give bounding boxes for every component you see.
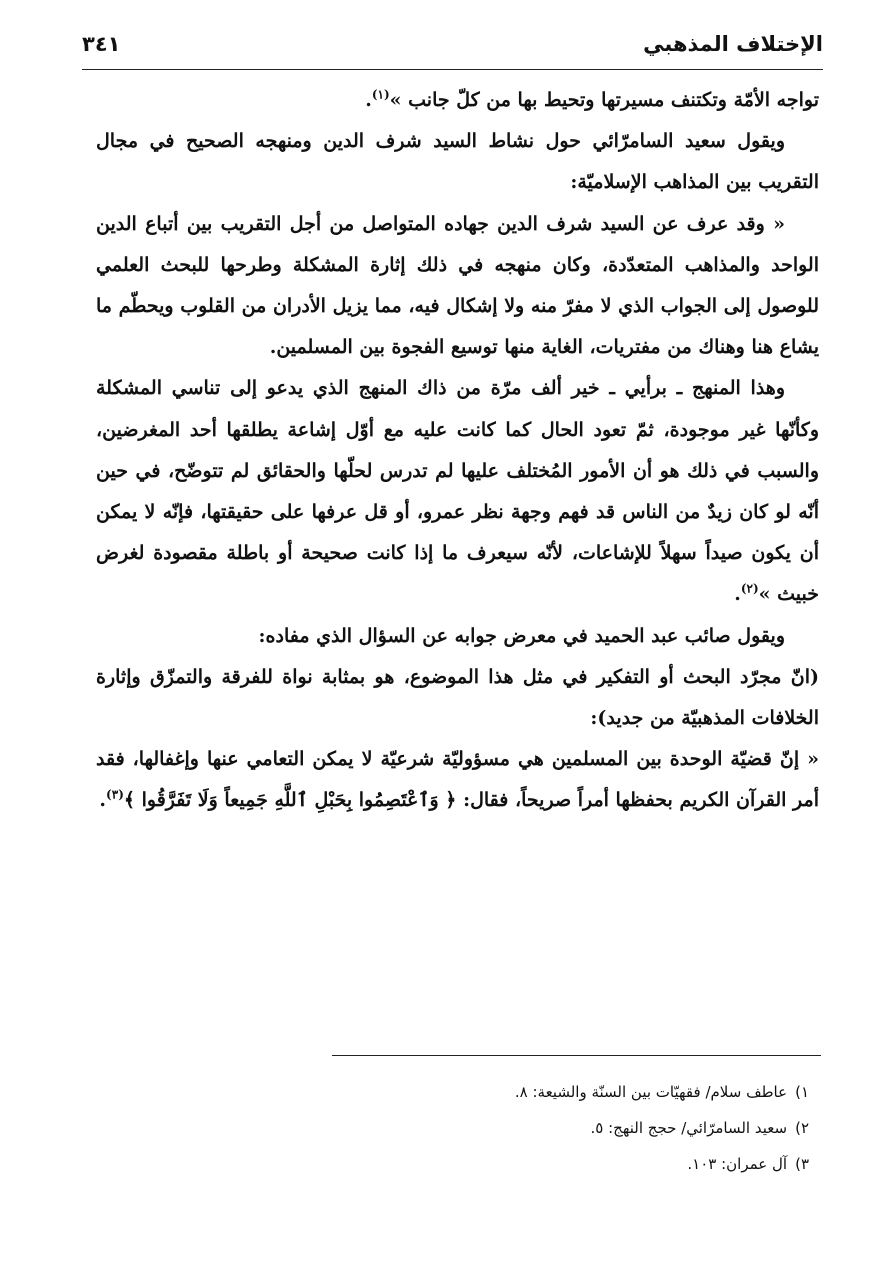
paragraph-method: وهذا المنهج ـ برأيي ـ خير ألف مرّة من ذاك المنهج الذي يدعو إلى تناسي المشكلة وكأنّها غير موجودة، ثمّ تعود الحال كما كانت عليه مع أوّل إشاعة يطلقها أحد المغرضين، والسبب في ذلك هو أن الأمور المُختلف عليها لم تدرس لحلّها والحقائق لم تتوضّح، في حين أنّه لو كان زيدٌ من الناس قد فهم وجهة نظر عمرو، أو قل عرفها على حقيقتها، فإنّه لا يمكن أن يكون صيداً سهلاً للإشاعات، لأنّه سيعرف ما إذا كانت صحيحة أو باطلة مقصودة لغرض خبيث »$^{(٢)}$. [96, 377, 819, 606]
footnote-3: ٣)آل عمران: ١٠٣. [687, 1155, 809, 1173]
footnote-2: ٢)سعيد السامرّائي/ حجج النهج: ٥. [590, 1119, 809, 1137]
footnotes [320, 1074, 809, 1182]
question-quote: (انّ مجرّد البحث أو التفكير في مثل هذا الموضوع، هو بمثابة نواة للفرقة والتمزّق وإثارة الخلافات المذهبيّة من جديد): [96, 665, 819, 730]
page-number: ٣٤١ [82, 32, 121, 56]
quote-saib: « إنّ قضيّة الوحدة بين المسلمين هي مسؤوليّة شرعيّة لا يمكن التعامي عنها وإغفالها، فقد أمر القرآن الكريم بحفظها أمراً صريحاً، فقال: ﴿ وَٱعْتَصِمُوا بِحَبْلِ ٱللَّهِ جَمِيعاً وَلَا تَفَرَّقُوا ﴾$^{(٣)}$. [96, 748, 819, 812]
quran-verse: ﴿ وَٱعْتَصِمُوا بِحَبْلِ ٱللَّهِ جَمِيعاً وَلَا تَفَرَّقُوا ﴾ [123, 789, 457, 812]
footnote-ref-1: (١) [371, 87, 390, 102]
quote-samarrai: « وقد عرف عن السيد شرف الدين جهاده المتواصل من أجل التقريب بين أتباع الدين الواحد والمذاهب المتعدّدة، وكان منهجه في ذلك إثارة المشكلة وطرحها للبحث العلمي للوصول إلى الجواب الذي لا مفرّ منه ولا إشكال فيه، مما يزيل الأدران من القلوب ويحطّم ما يشاع هنا وهناك من مفتريات، الغاية منها توسيع الفجوة بين المسلمين. [96, 212, 819, 359]
footnote-ref-3: (٣) [106, 788, 124, 803]
main-text [96, 80, 819, 822]
footnote-1: ١)عاطف سلام/ فقهيّات بين السنّة والشيعة: ٨. [514, 1083, 809, 1101]
chapter-title: الإختلاف المذهبي [643, 32, 823, 56]
running-header [82, 26, 823, 70]
paragraph-saib-intro: ويقول صائب عبد الحميد في معرض جوابه عن السؤال الذي مفاده: [258, 624, 785, 647]
header-divider [82, 69, 823, 70]
paragraph-samarrai-intro: ويقول سعيد السامرّائي حول نشاط السيد شرف الدين ومنهجه الصحيح في مجال التقريب بين المذاهب الإسلاميّة: [96, 130, 819, 194]
footnote-divider [332, 1055, 821, 1056]
footnote-ref-2: (٢) [740, 582, 759, 597]
author-name: صائب عبد الحميد [594, 624, 731, 647]
paragraph-continuation: تواجه الأمّة وتكتنف مسيرتها وتحيط بها من كلّ جانب »$^{(١)}$. [365, 87, 819, 111]
